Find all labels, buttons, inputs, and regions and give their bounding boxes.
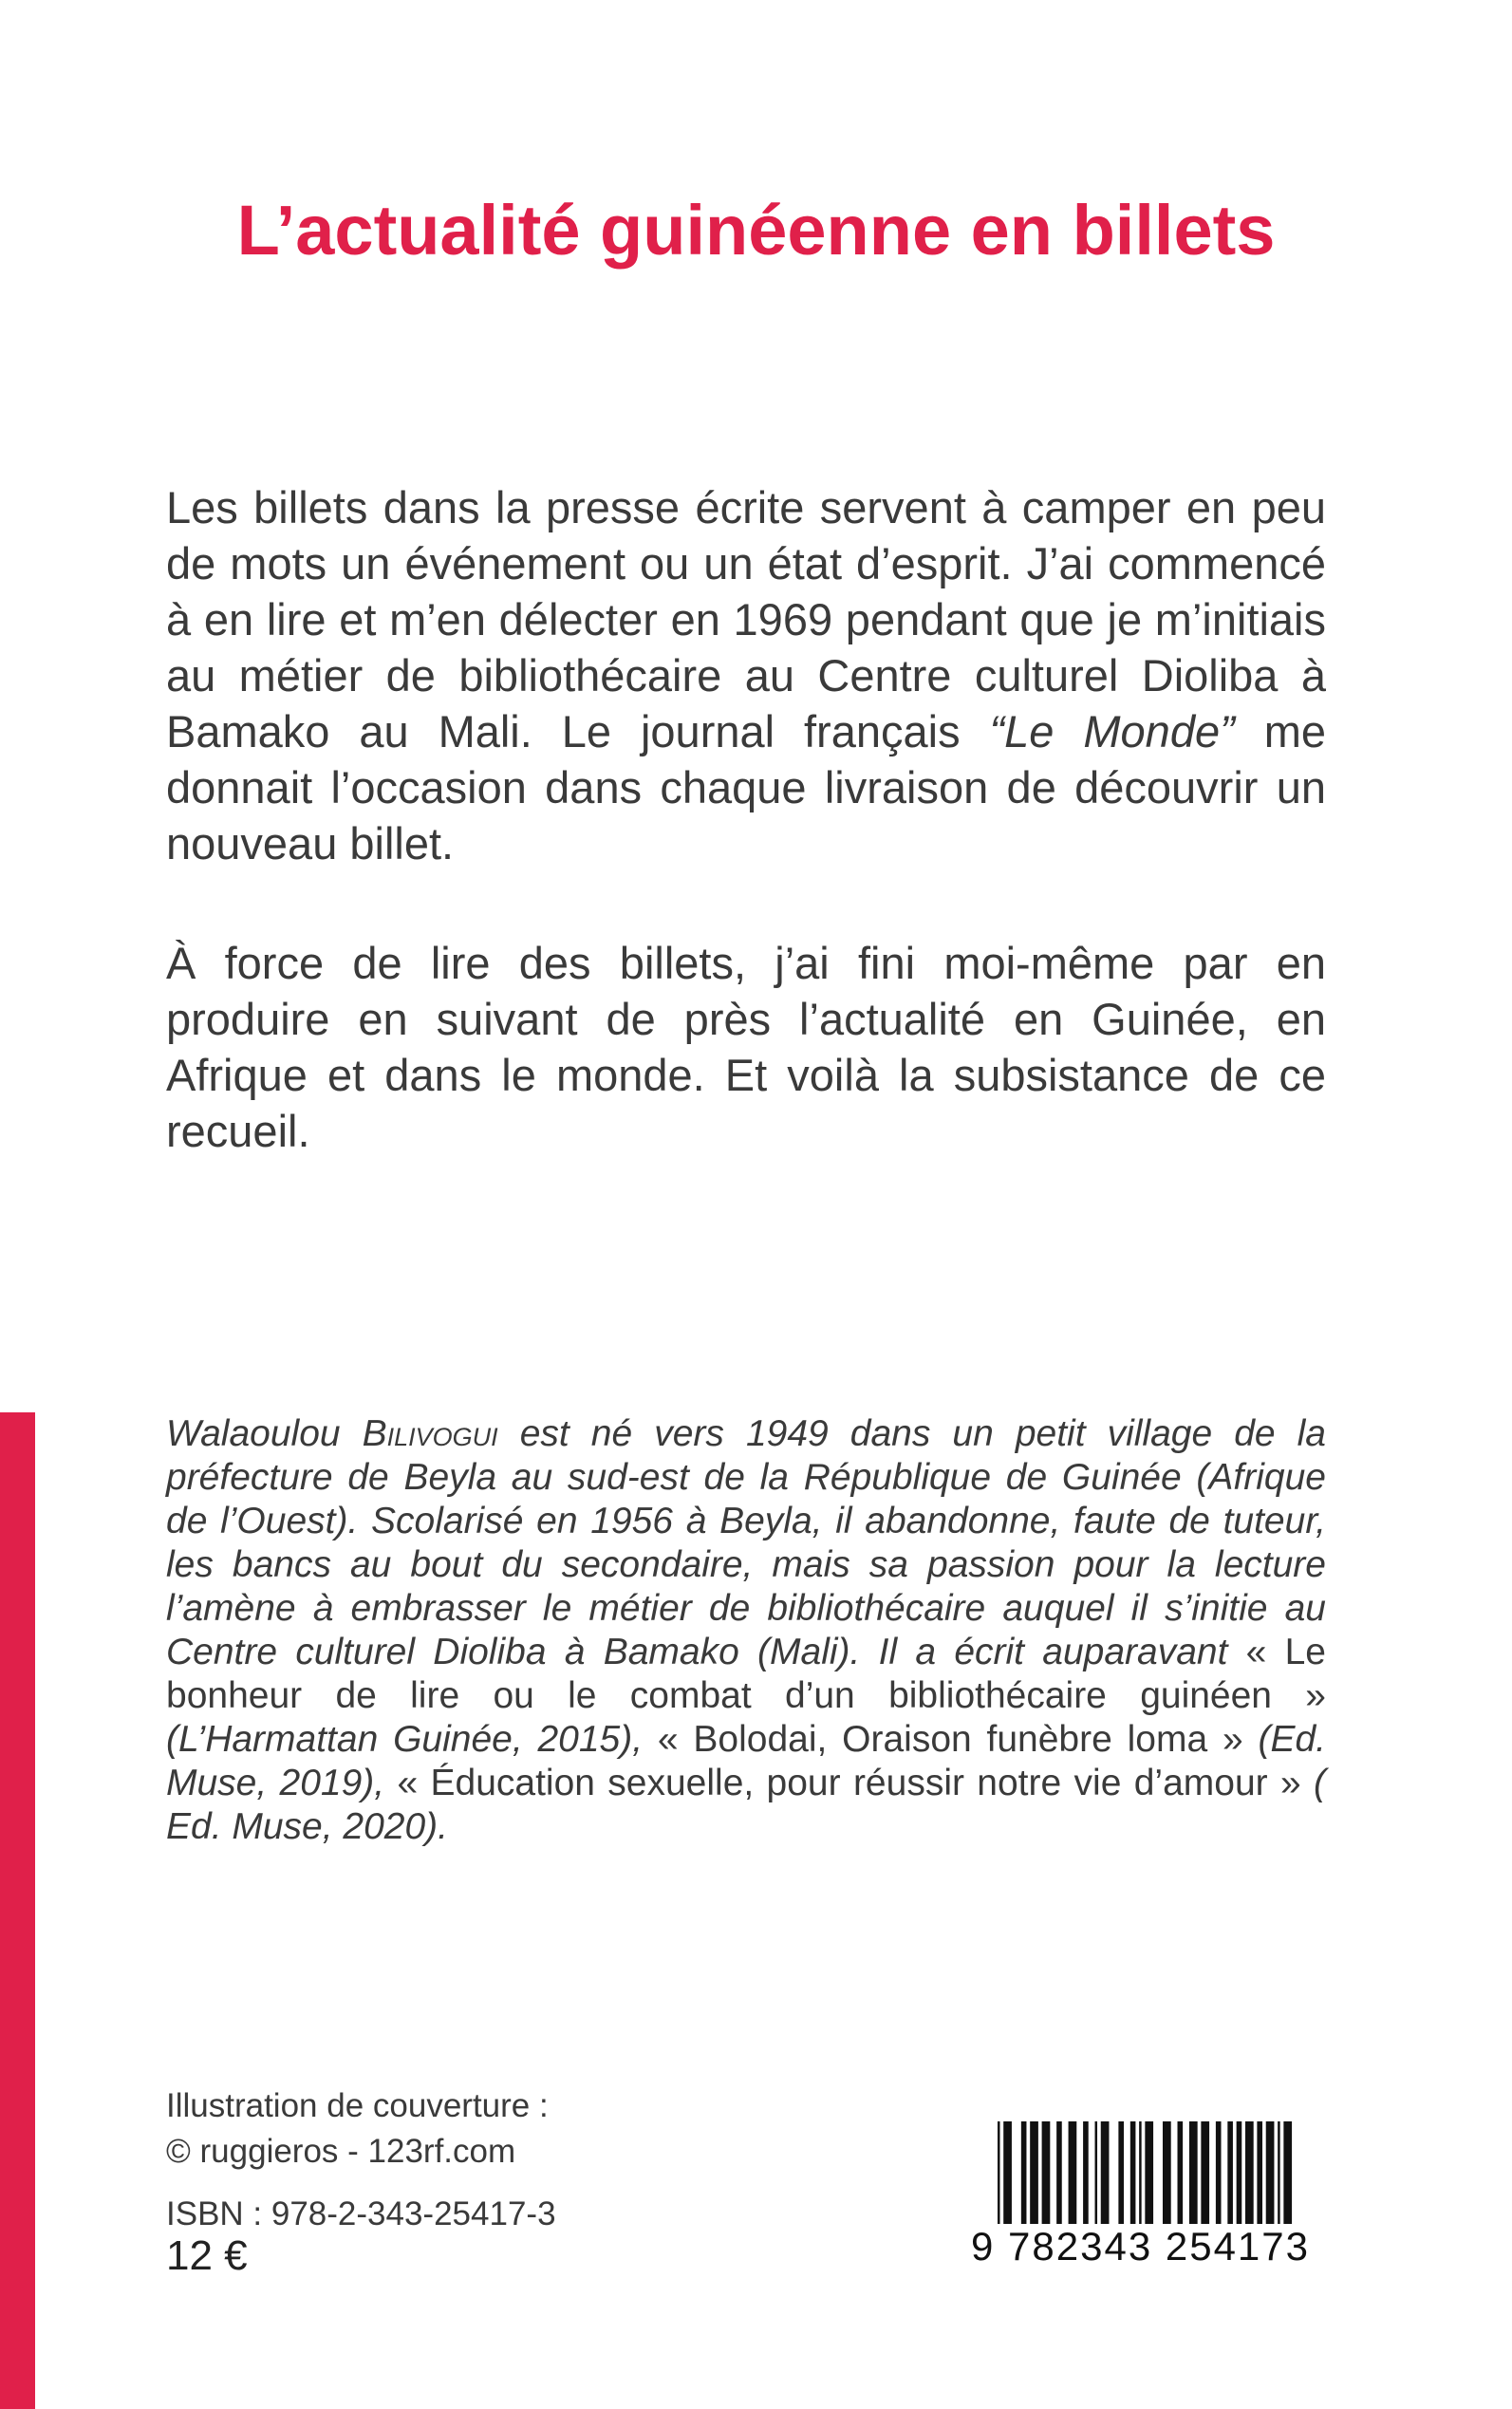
barcode-bar: [1237, 2121, 1242, 2224]
bio-text: est né vers 1949 dans un petit village de la préfecture de Beyla au sud-est de la République de Guinée (Afrique de l’Ouest). Scolarisé en 1956 à Beyla, il abandonne, faute de tuteur, les bancs au bout du secondaire, mais sa passion pour la lecture l’amène à embrasser le métier de bibliothécaire auquel il s’initie au Centre culturel Dioliba à Bamako (Mali). Il a écrit auparavant: [166, 1413, 1326, 1672]
publisher-2: (Ed. Muse, 2019),: [166, 1719, 1326, 1803]
barcode-bar: [1245, 2121, 1254, 2224]
barcode-bar: [1163, 2121, 1171, 2224]
previous-book-1: « Le bonheur de lire ou le combat d’un bibliothécaire guinéen »: [166, 1632, 1326, 1716]
barcode-bar: [1003, 2121, 1012, 2224]
barcode: [971, 2121, 1327, 2278]
barcode-bar: [1145, 2121, 1153, 2224]
barcode-bar: [998, 2121, 1000, 2224]
credits-line-2: © ruggieros - 123rf.com: [166, 2133, 516, 2170]
previous-book-3: « Éducation sexuelle, pour réussir notre vie d’amour »: [397, 1763, 1301, 1803]
barcode-bar: [1283, 2121, 1292, 2224]
publisher-1: (L’Harmattan Guinée, 2015),: [166, 1719, 658, 1760]
accent-bar: [0, 1412, 35, 2409]
barcode-bar: [1101, 2121, 1110, 2224]
barcode-bar: [1030, 2121, 1038, 2224]
barcode-bar: [1056, 2121, 1062, 2224]
barcode-bar: [1130, 2121, 1136, 2224]
barcode-bar: [1201, 2121, 1209, 2224]
barcode-bar: [1266, 2121, 1275, 2224]
blurb-paragraph-1: [166, 479, 1326, 871]
barcode-bar: [1178, 2121, 1184, 2224]
isbn: ISBN : 978-2-343-25417-3: [166, 2195, 556, 2232]
barcode-bar: [1021, 2121, 1027, 2224]
cover-credits: [166, 2083, 549, 2175]
price: 12 €: [166, 2232, 248, 2279]
barcode-bar: [1257, 2121, 1262, 2224]
author-firstname: Walaoulou: [166, 1413, 363, 1454]
previous-book-2: « Bolodai, Oraison funèbre loma »: [657, 1719, 1243, 1760]
blurb-paragraph-2: À force de lire des billets, j’ai fini moi-même par en produire en suivant de près l’actualité en Guinée, en Afrique et dans le monde. Et voilà la subsistance de ce recueil.: [166, 938, 1326, 1156]
barcode-bar: [1216, 2121, 1222, 2224]
barcode-bar: [1118, 2121, 1124, 2224]
blurb-text-end: me donnait l’occasion dans chaque livraison de découvrir un nouveau billet.: [166, 706, 1326, 868]
author-bio: [166, 1412, 1326, 1849]
barcode-bar: [1083, 2121, 1089, 2224]
author-lastname: Bilivogui: [362, 1413, 498, 1454]
publisher-3: ( Ed. Muse, 2020).: [166, 1763, 1326, 1847]
barcode-bar: [1189, 2121, 1198, 2224]
barcode-bar: [1227, 2121, 1233, 2224]
barcode-bar: [1278, 2121, 1280, 2224]
barcode-bar: [1095, 2121, 1098, 2224]
credits-line-1: Illustration de couverture :: [166, 2087, 549, 2124]
barcode-digits: 9 782343 254173: [971, 2224, 1310, 2269]
blurb-text-start: Les billets dans la presse écrite servent à camper en peu de mots un événement ou un état d’esprit. J’ai commencé à en lire et m’en délecter en 1969 pendant que je m’initiais au métier de bibliothécaire au Centre culturel Dioliba à Bamako au Mali. Le journal français: [166, 482, 1326, 756]
book-title: L’actualité guinéenne en billets: [236, 191, 1276, 270]
barcode-bars: [980, 2121, 1317, 2228]
newspaper-title: “Le Monde”: [989, 706, 1235, 756]
barcode-bar: [1042, 2121, 1051, 2224]
barcode-bar: [1139, 2121, 1142, 2224]
barcode-bar: [1069, 2121, 1077, 2224]
